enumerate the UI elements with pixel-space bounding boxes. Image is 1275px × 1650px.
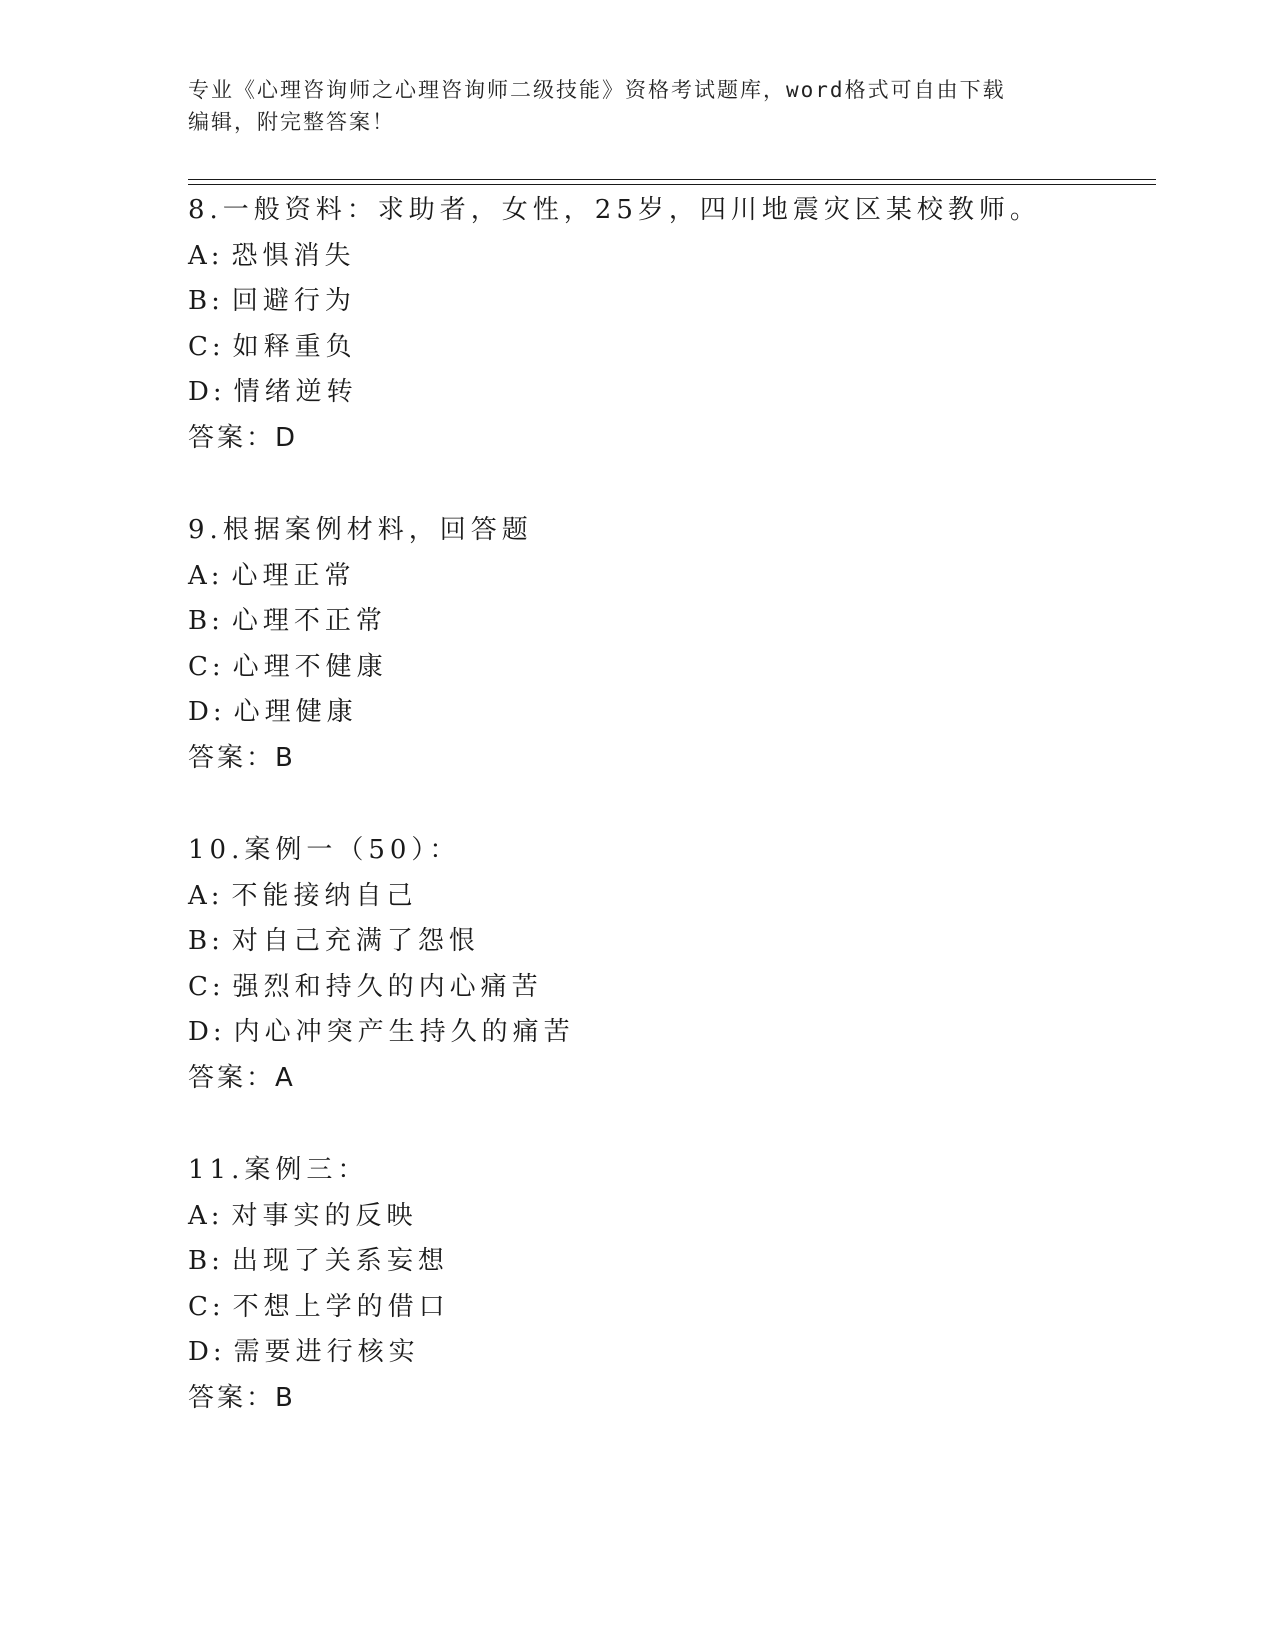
answer-line: 答案：B — [188, 742, 296, 773]
option-text: 如释重负 — [232, 331, 357, 362]
option-label: D: — [188, 697, 226, 727]
option-text: 对自己充满了怨恨 — [231, 926, 480, 956]
option-b — [188, 1239, 1156, 1285]
option-label: B: — [188, 606, 224, 636]
option-text: 对事实的反映 — [231, 1200, 418, 1231]
answer-line: 答案：B — [188, 1382, 296, 1413]
option-label: D: — [188, 377, 226, 407]
option-label: C: — [188, 971, 225, 1002]
option-label: B: — [188, 926, 224, 956]
option-label: A: — [188, 560, 224, 591]
answer-line: 答案：D — [188, 422, 299, 453]
option-label: C: — [188, 1291, 225, 1322]
option-b — [188, 279, 1156, 325]
option-label: C: — [188, 651, 225, 682]
option-label: C: — [188, 331, 225, 362]
option-text: 不能接纳自己 — [231, 880, 418, 911]
option-text: 情绪逆转 — [233, 377, 358, 407]
option-label: B: — [188, 1246, 224, 1276]
question-stem: 10.案例一（50）： — [188, 835, 461, 865]
header-line-1: 专业《心理咨询师之心理咨询师二级技能》资格考试题库，word格式可自由下载 — [188, 78, 1006, 102]
option-label: B: — [188, 286, 224, 316]
option-text: 出现了关系妄想 — [231, 1246, 449, 1276]
option-text: 恐惧消失 — [231, 240, 356, 271]
question-stem: 11.案例三： — [188, 1155, 369, 1185]
header-divider-bottom — [188, 184, 1156, 185]
option-a — [188, 1194, 1156, 1240]
option-label: A: — [188, 240, 224, 271]
option-b — [188, 599, 1156, 645]
header-line-2: 编辑，附完整答案！ — [188, 110, 395, 134]
option-text: 强烈和持久的内心痛苦 — [232, 971, 543, 1002]
option-text: 内心冲突产生持久的痛苦 — [233, 1017, 575, 1047]
answer-line: 答案：A — [188, 1062, 296, 1093]
option-text: 心理健康 — [233, 697, 358, 727]
question-list — [188, 188, 1156, 1421]
option-text: 心理正常 — [231, 560, 356, 591]
option-text: 不想上学的借口 — [232, 1291, 450, 1322]
option-label: D: — [188, 1017, 226, 1047]
option-text: 心理不健康 — [232, 651, 388, 682]
option-text: 需要进行核实 — [233, 1337, 420, 1367]
option-a — [188, 234, 1156, 280]
option-b — [188, 919, 1156, 965]
question-stem: 9.根据案例材料，回答题 — [188, 515, 533, 545]
option-c — [188, 325, 1156, 371]
option-d — [188, 1010, 1156, 1056]
question-stem: 8.一般资料：求助者，女性，25岁，四川地震灾区某校教师。 — [188, 195, 1041, 225]
question-8 — [188, 188, 1156, 461]
option-text: 心理不正常 — [231, 606, 387, 636]
option-label: D: — [188, 1337, 226, 1367]
question-11 — [188, 1148, 1156, 1421]
option-d — [188, 690, 1156, 736]
option-a — [188, 874, 1156, 920]
question-10 — [188, 828, 1156, 1101]
header-divider-top — [188, 179, 1156, 180]
option-d — [188, 370, 1156, 416]
document-header — [188, 74, 1088, 138]
option-a — [188, 554, 1156, 600]
option-label: A: — [188, 1200, 224, 1231]
option-d — [188, 1330, 1156, 1376]
option-c — [188, 645, 1156, 691]
option-label: A: — [188, 880, 224, 911]
question-9 — [188, 508, 1156, 781]
option-c — [188, 1285, 1156, 1331]
option-text: 回避行为 — [231, 286, 356, 316]
option-c — [188, 965, 1156, 1011]
